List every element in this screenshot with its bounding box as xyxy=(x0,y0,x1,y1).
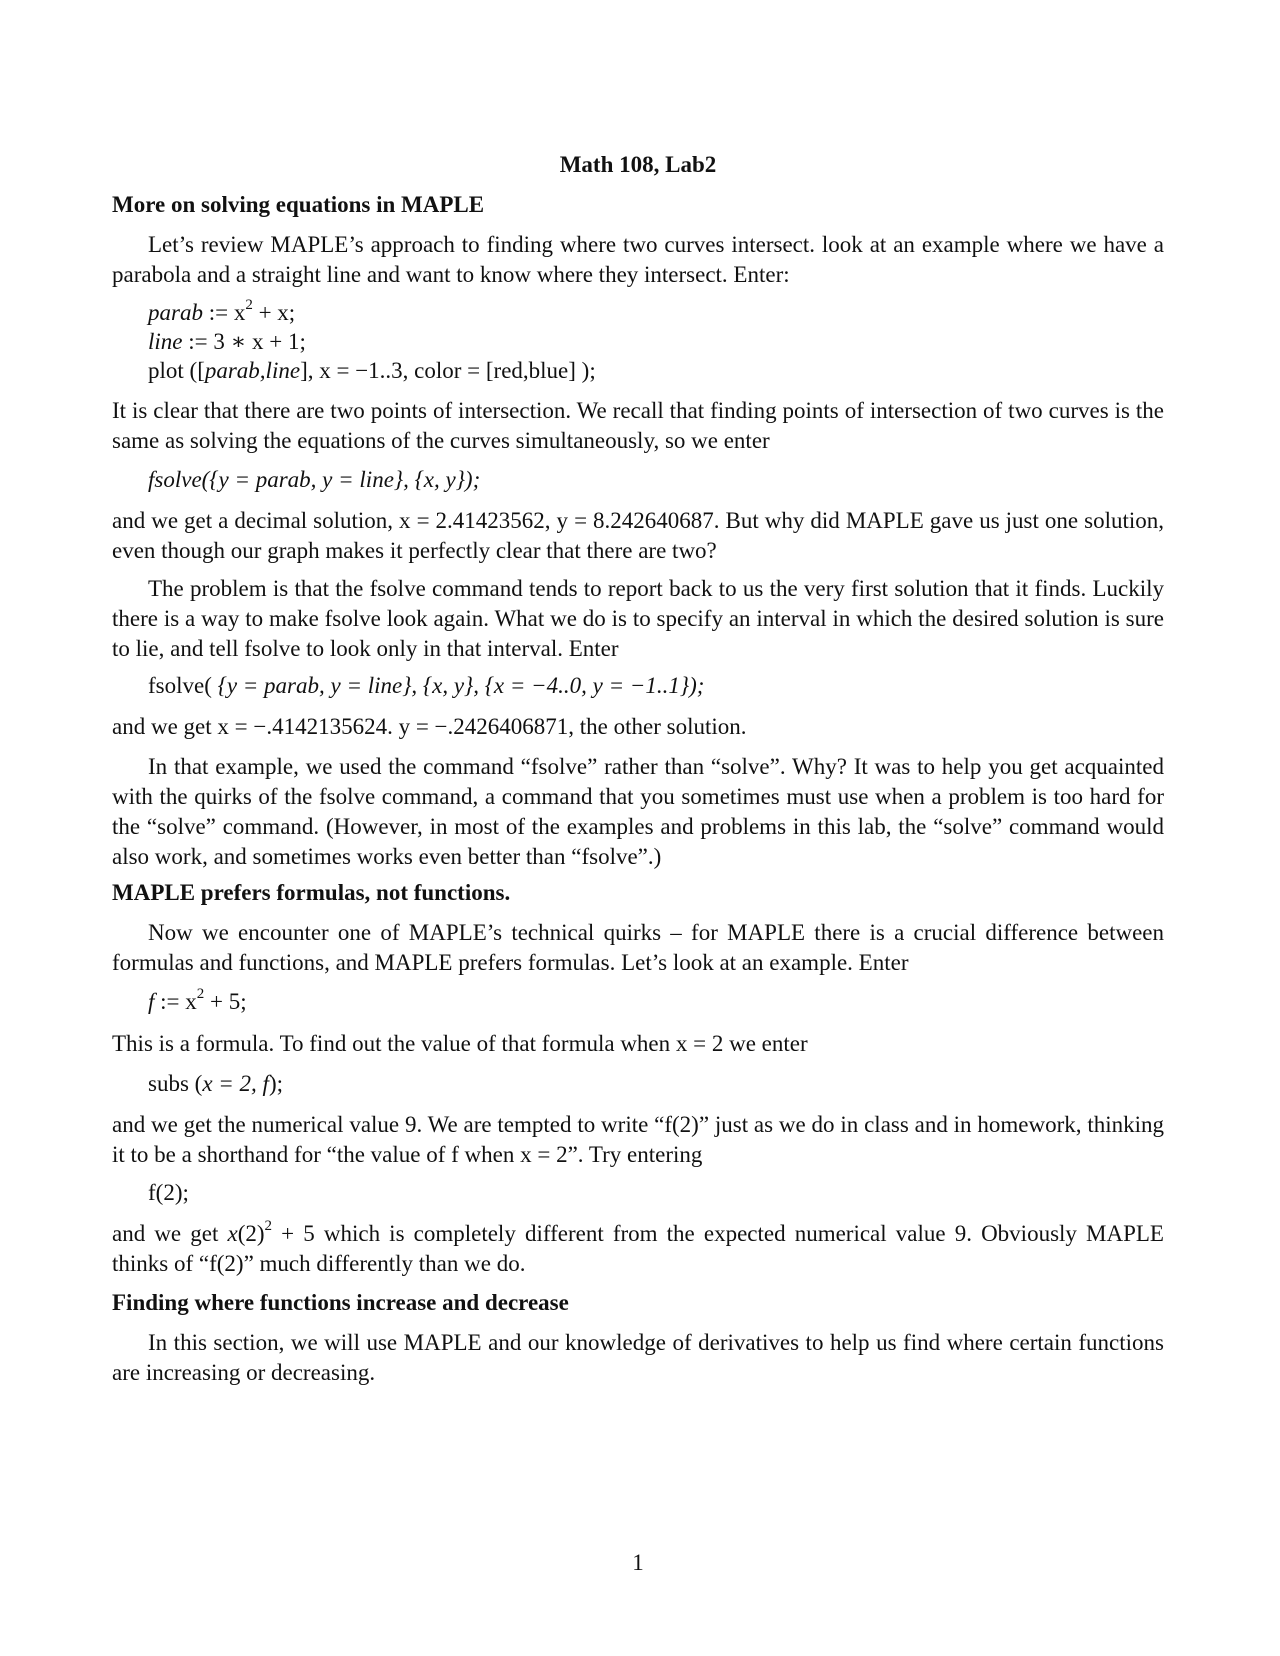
code-fsolve-interval xyxy=(148,671,1200,701)
code-f-of-2: f(2); xyxy=(148,1180,189,1205)
code-f-tail: + 5; xyxy=(204,989,247,1014)
code-line xyxy=(148,327,1200,357)
paragraph-f2-result-exponent: 2 xyxy=(264,1218,273,1235)
code-parab-rhs: := x xyxy=(202,300,246,325)
code-subs-prefix: subs ( xyxy=(148,1071,203,1096)
code-parab xyxy=(148,298,1200,328)
paragraph-decimal-solution: and we get a decimal solution, x = 2.41423562, y = 8.242640687. But why did MAPLE gave us just one solution, even though our graph makes it perfectly clear that there are two? xyxy=(112,508,1164,563)
code-fsolve-interval-args: {y = parab, y = line}, {x, y}, {x = −4..0, y = −1..1}); xyxy=(217,673,705,698)
code-parab-exponent: 2 xyxy=(245,297,253,314)
paragraph-intersection: It is clear that there are two points of intersection. We recall that finding points of intersection of two curves is the same as solving the equations of the curves simultaneously, so we enter xyxy=(112,398,1164,453)
paragraph-fsolve-problem: The problem is that the fsolve command tends to report back to us the very first solution that it finds. Luckily there is a way to make fsolve look again. What we do is to specify an interval in which the desired solution is sure to lie, and tell fsolve to look only in that interval. Enter xyxy=(112,576,1164,661)
code-f-exponent: 2 xyxy=(196,986,205,1003)
code-parab-tail: + x; xyxy=(252,300,296,325)
page-number: 1 xyxy=(632,1550,644,1575)
code-subs-args: x = 2, f xyxy=(202,1071,269,1096)
code-f-lhs: f xyxy=(148,989,155,1014)
code-plot-suffix: ], x = −1..3, color = [red,blue] ); xyxy=(300,358,596,383)
page-title: Math 108, Lab2 xyxy=(559,152,717,177)
paragraph-other-solution: and we get x = −.4142135624. y = −.2426406871, the other solution. xyxy=(112,714,747,739)
code-line-lhs: line xyxy=(148,329,183,354)
code-subs-suffix: ); xyxy=(268,1071,283,1096)
paragraph-f2-result-a: and we get xyxy=(112,1221,228,1246)
section-heading-increase-decrease: Finding where functions increase and decrease xyxy=(112,1290,569,1315)
paragraph-fsolve-vs-solve: In that example, we used the command “fsolve” rather than “solve”. Why? It was to help you get acquainted with the quirks of the fsolve command, a command that you sometimes must use when a problem is too hard for the “solve” command. (However, in most of the examples and problems in this lab, the “solve” command would also work, and sometimes works even better than “fsolve”.) xyxy=(112,754,1164,869)
code-plot-args: parab,line xyxy=(204,358,301,383)
paragraph-f2-result-b: (2) xyxy=(237,1221,265,1246)
paragraph-derivatives: In this section, we will use MAPLE and our knowledge of derivatives to help us find where certain functions are increasing or decreasing. xyxy=(112,1330,1164,1385)
paragraph-numerical-value: and we get the numerical value 9. We are tempted to write “f(2)” just as we do in class and in homework, thinking it to be a shorthand for “the value of f when x = 2”. Try entering xyxy=(112,1112,1164,1167)
code-fsolve-simple: fsolve({y = parab, y = line}, {x, y}); xyxy=(148,467,481,492)
code-line-rhs: := 3 ∗ x + 1; xyxy=(182,329,306,354)
paragraph-f2-result xyxy=(112,1219,1164,1279)
code-f-rhs: := x xyxy=(154,989,197,1014)
section-heading-solving: More on solving equations in MAPLE xyxy=(112,192,485,217)
code-parab-lhs: parab xyxy=(148,300,203,325)
section-heading-formulas: MAPLE prefers formulas, not functions. xyxy=(112,880,511,905)
paragraph-intro: Let’s review MAPLE’s approach to finding where two curves intersect. look at an example where we have a parabola and a straight line and want to know where they intersect. Enter: xyxy=(112,232,1164,287)
code-fsolve-interval-prefix: fsolve( xyxy=(148,673,218,698)
paragraph-f2-result-math: x xyxy=(227,1221,238,1246)
code-define-f xyxy=(148,987,1200,1017)
paragraph-f2-result-c: + 5 which is completely different from the expected numerical value 9. Obviously MAPLE thinks of “f(2)” much differently than we do. xyxy=(112,1221,1164,1276)
code-subs xyxy=(148,1069,1200,1099)
paragraph-formulas-functions: Now we encounter one of MAPLE’s technical quirks – for MAPLE there is a crucial difference between formulas and functions, and MAPLE prefers formulas. Let’s look at an example. Enter xyxy=(112,920,1164,975)
paragraph-is-formula: This is a formula. To find out the value of that formula when x = 2 we enter xyxy=(112,1031,808,1056)
code-plot-prefix: plot ([ xyxy=(148,358,205,383)
code-plot xyxy=(148,356,1200,386)
